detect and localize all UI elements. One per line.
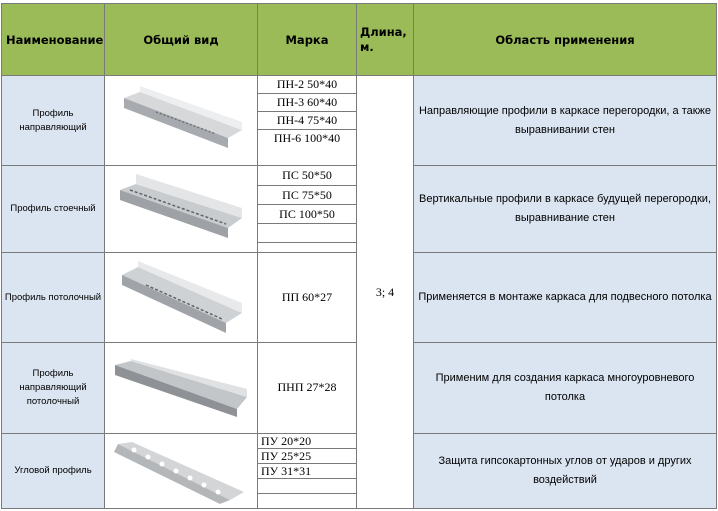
mark-item: ПН-4 75*40: [258, 112, 356, 130]
mark-item: ПС 100*50: [258, 205, 356, 224]
marks-cell: [258, 76, 357, 166]
use-cell: Защита гипсокартонных углов от ударов и других воздействий: [414, 434, 717, 509]
header-use: Область применения: [414, 4, 717, 76]
length-cell: 3; 4: [357, 76, 414, 509]
header-name: Наименование: [2, 4, 105, 76]
mark-item-empty: [258, 479, 356, 494]
stud-profile-icon: [116, 174, 246, 244]
ceiling-profile-icon: [116, 261, 246, 335]
mark-item-empty: [258, 494, 356, 508]
header-mark: Марка: [258, 4, 357, 76]
mark-item: ПНП 27*28: [277, 380, 337, 394]
ceiling-guide-profile-icon: [111, 359, 251, 417]
row-name: Профиль стоечный: [2, 166, 105, 253]
profiles-table: [1, 3, 717, 509]
profile-image-corner: [105, 434, 258, 509]
mark-item: ПН-2 50*40: [258, 76, 356, 94]
row-name: Профиль направляющий: [2, 76, 105, 166]
use-cell: Вертикальные профили в каркасе будущей перегородки, выравнивание стен: [414, 166, 717, 253]
mark-item: ПУ 25*25: [258, 449, 356, 464]
corner-profile-icon: [114, 438, 248, 504]
mark-item-empty: [258, 224, 356, 243]
marks-cell: [258, 434, 357, 509]
row-name: Угловой профиль: [2, 434, 105, 509]
row-name: Профиль потолочный: [2, 253, 105, 343]
use-cell: Применим для создания каркаса многоуровневого потолка: [414, 343, 717, 434]
mark-item: ПН-6 100*40: [273, 131, 341, 145]
marks-cell: [258, 253, 357, 343]
mark-item: ПП 60*27: [281, 290, 333, 304]
table-row: [2, 76, 717, 166]
mark-item: ПС 75*50: [258, 186, 356, 205]
use-cell: Применяется в монтаже каркаса для подвесного потолка: [414, 253, 717, 343]
use-cell: Направляющие профили в каркасе перегородки, а также выравнивании стен: [414, 76, 717, 166]
profile-image-stud: [105, 166, 258, 253]
header-length: Длина, м.: [357, 4, 414, 76]
profile-image-ceiling-guide: [105, 343, 258, 434]
mark-item: ПН-3 60*40: [258, 94, 356, 112]
mark-item: ПУ 20*20: [258, 434, 356, 449]
header-view: Общий вид: [105, 4, 258, 76]
guide-profile-icon: [116, 86, 246, 156]
mark-item: ПС 50*50: [258, 166, 356, 186]
mark-item: ПУ 31*31: [258, 464, 356, 479]
marks-cell: [258, 343, 357, 434]
profile-image-ceiling: [105, 253, 258, 343]
marks-cell: [258, 166, 357, 253]
header-row: [2, 4, 717, 76]
row-name: Профиль направляющий потолочный: [2, 343, 105, 434]
profile-image-guide: [105, 76, 258, 166]
